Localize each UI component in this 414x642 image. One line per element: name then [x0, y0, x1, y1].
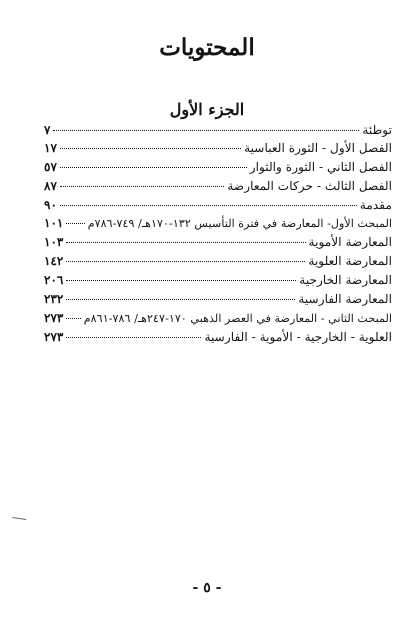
scan-mark	[12, 517, 27, 524]
toc-entry-title: الفصل الثالث - حركات المعارضة	[227, 179, 392, 193]
toc-entry-page: ١٤٢	[44, 254, 64, 268]
toc-entry-title: العلوية - الخارجية - الأموية - الفارسية	[204, 330, 392, 344]
dot-leader	[66, 299, 295, 300]
page-title: المحتويات	[159, 34, 255, 61]
toc-entry	[44, 309, 392, 328]
table-of-contents	[44, 121, 392, 347]
toc-entry-title: المعارضة العلوية	[308, 254, 392, 268]
toc-entry-page: ٨٧	[44, 179, 57, 193]
toc-entry-page: ٢٣٢	[44, 292, 64, 306]
toc-entry-title: مقدمة	[359, 198, 392, 212]
dot-leader	[66, 242, 305, 243]
page-number: - ٥ -	[192, 580, 222, 596]
toc-entry	[44, 233, 392, 252]
toc-entry-title: المبحث الأول- المعارضة في فترة التأسيس ١٣٢-١٧٠هـ/ ٧٤٩-٧٨٦م	[87, 217, 392, 230]
toc-entry-page: ٩٠	[44, 198, 57, 212]
dot-leader	[66, 261, 305, 262]
toc-entry	[44, 252, 392, 271]
toc-entry	[44, 121, 392, 139]
toc-entry	[44, 271, 392, 290]
dot-leader	[60, 148, 241, 149]
toc-entry-page: ١٧	[44, 141, 57, 155]
toc-entry	[44, 177, 392, 196]
toc-entry	[44, 214, 392, 233]
toc-entry-title: المبحث الثاني - المعارضة في العصر الذهبي ١٧٠-٢٤٧هـ/ ٧٨٦-٨٦١م	[83, 312, 392, 325]
dot-leader	[60, 186, 225, 187]
toc-entry-title: المعارضة الأموية	[308, 235, 392, 249]
toc-entry-page: ١٠١	[44, 216, 64, 230]
toc-entry-title: توطئة	[362, 123, 392, 137]
toc-entry	[44, 158, 392, 177]
dot-leader	[66, 318, 80, 319]
toc-entry	[44, 290, 392, 309]
toc-entry-page: ٥٧	[44, 160, 57, 174]
toc-entry-page: ٢٧٣	[44, 330, 64, 344]
dot-leader	[60, 167, 247, 168]
dot-leader	[66, 280, 296, 281]
dot-leader	[53, 130, 359, 131]
toc-entry	[44, 196, 392, 214]
toc-entry	[44, 139, 392, 158]
dot-leader	[66, 223, 84, 224]
toc-entry	[44, 328, 392, 347]
toc-entry-page: ٢٠٦	[44, 273, 64, 287]
dot-leader	[66, 337, 201, 338]
toc-entry-title: المعارضة الخارجية	[299, 273, 392, 287]
toc-entry-title: المعارضة الفارسية	[298, 292, 392, 306]
toc-entry-page: ١٠٣	[44, 235, 64, 249]
toc-entry-title: الفصل الأول - الثورة العباسية	[244, 141, 392, 155]
toc-entry-title: الفصل الثاني - الثورة والثوار	[249, 160, 392, 174]
part-heading: الجزء الأول	[169, 100, 245, 119]
toc-entry-page: ٧	[44, 123, 51, 137]
dot-leader	[60, 205, 357, 206]
toc-entry-page: ٢٧٣	[44, 311, 64, 325]
